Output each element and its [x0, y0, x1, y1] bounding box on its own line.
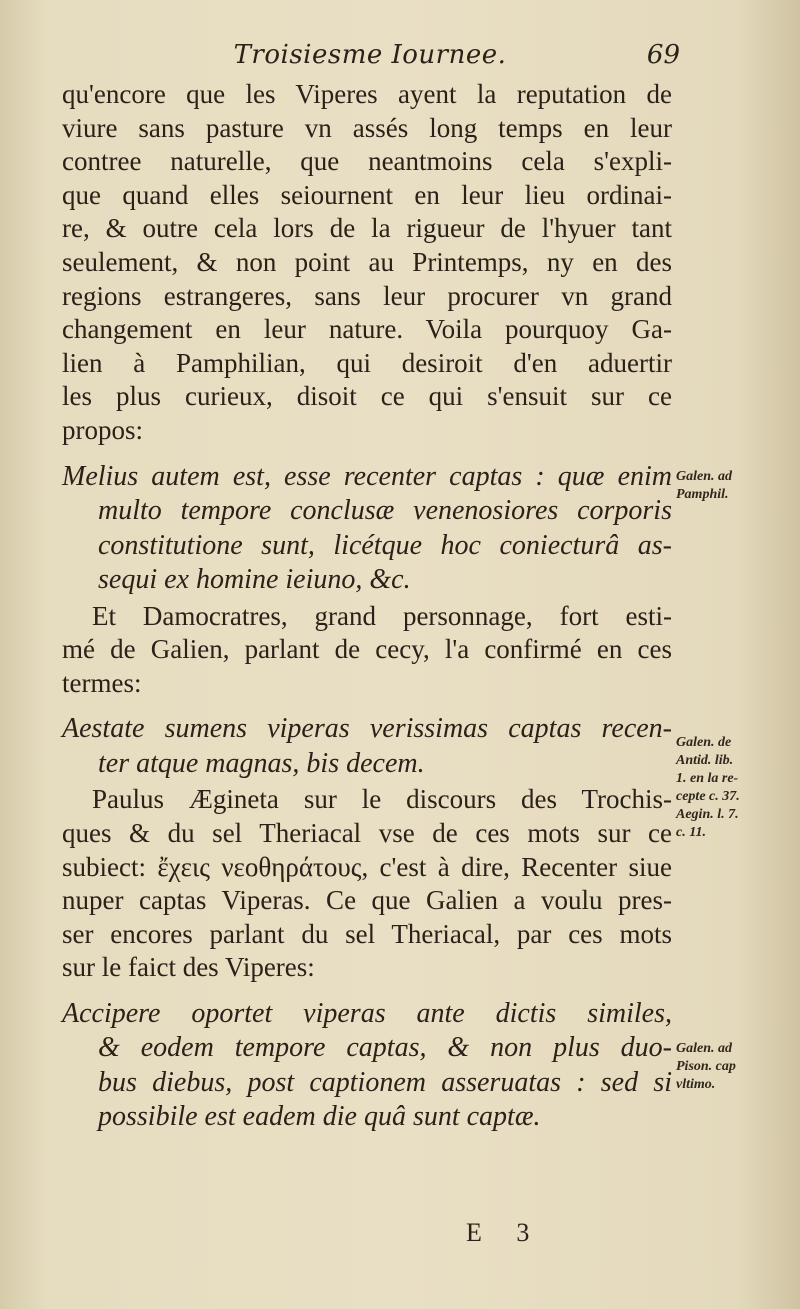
- paragraph-paulus-aegineta: [62, 783, 672, 985]
- page-header: [60, 40, 680, 80]
- latin-quote-galen-pamphil: [62, 460, 672, 598]
- text-line: regions estrangeres, sans leur procurer vn grand: [62, 280, 672, 311]
- quote-line: bus diebus, post captionem asseruatas : sed si: [98, 1066, 672, 1098]
- text-line: les plus curieux, disoit ce qui s'ensuit sur ce: [62, 381, 672, 412]
- quote-line: ter atque magnas, bis decem.: [98, 747, 425, 779]
- text-line: viure sans pasture vn assés long temps en leur: [62, 112, 672, 143]
- margin-note-galen-pison: [676, 1040, 796, 1094]
- quote-line: Aestate sumens viperas verissimas captas recen-: [62, 713, 672, 745]
- quote-line: Melius autem est, esse recenter captas : quæ enim: [62, 460, 672, 492]
- page-number: 69: [646, 40, 680, 70]
- signature-mark: E 3: [466, 1218, 544, 1247]
- text-line: Et Damocratres, grand personnage, fort esti-: [92, 600, 672, 631]
- text-line: qu'encore que les Viperes ayent la reputation de: [62, 79, 672, 109]
- margin-note-line: Pison. cap: [676, 1059, 736, 1074]
- margin-note-galen-pamphil: [676, 468, 796, 504]
- text-line: mé de Galien, parlant de cecy, l'a confirmé en ces: [62, 634, 672, 665]
- latin-quote-galen-pison: [62, 997, 672, 1135]
- margin-note-line: 1. en la re-: [676, 771, 739, 786]
- text-line: propos:: [62, 414, 143, 445]
- text-line: nuper captas Viperas. Ce que Galien a voulu pres-: [62, 885, 672, 916]
- running-title: Troisiesme Iournee.: [233, 40, 507, 70]
- text-line: re, & outre cela lors de la rigueur de l'hyuer tant: [62, 213, 672, 244]
- text-line: sur le faict des Viperes:: [62, 952, 315, 983]
- paragraph-damocrates: [62, 600, 672, 701]
- margin-note-galen-antid: [676, 734, 796, 842]
- text-line: Paulus Ægineta sur le discours des Trochis-: [92, 784, 672, 815]
- text-line: contree naturelle, que neantmoins cela s'expli-: [62, 146, 672, 177]
- quote-line: sequi ex homine ieiuno, &c.: [98, 564, 411, 596]
- quote-line: Accipere oportet viperas ante dictis similes,: [62, 997, 672, 1029]
- main-text: [62, 76, 672, 1135]
- text-line: changement en leur nature. Voila pourquoy Ga-: [62, 314, 672, 345]
- quote-line: multo tempore conclusæ venenosiores corporis: [98, 495, 672, 527]
- margin-note-line: Galen. de: [676, 735, 732, 750]
- margin-note-line: vltimo.: [676, 1077, 716, 1092]
- quote-line: possibile est eadem die quâ sunt captæ.: [98, 1101, 541, 1133]
- margin-note-line: c. 11.: [676, 825, 706, 840]
- text-line: lien à Pamphilian, qui desiroit d'en aduertir: [62, 347, 672, 378]
- text-line: ser encores parlant du sel Theriacal, par ces mots: [62, 918, 672, 949]
- margin-note-line: Aegin. l. 7.: [676, 807, 739, 822]
- quote-line: & eodem tempore captas, & non plus duo-: [98, 1032, 672, 1064]
- text-line: ques & du sel Theriacal vse de ces mots sur ce: [62, 817, 672, 848]
- paragraph-vipers-reputation: [62, 78, 672, 448]
- margin-note-line: cepte c. 37.: [676, 789, 740, 804]
- text-line: que quand elles seiournent en leur lieu ordinai-: [62, 179, 672, 210]
- margin-note-line: Pamphil.: [676, 487, 729, 502]
- margin-note-line: Galen. ad: [676, 469, 732, 484]
- margin-note-line: Antid. lib.: [676, 753, 734, 768]
- latin-quote-damocrates: [62, 712, 672, 781]
- quote-line: constitutione sunt, licétque hoc coniecturâ as-: [98, 529, 672, 561]
- text-line: termes:: [62, 667, 142, 698]
- text-line: seulement, & non point au Printemps, ny en des: [62, 246, 672, 277]
- text-line: subiect: ἔχεις νεοθηράτους, c'est à dire, Recenter siue: [62, 851, 672, 882]
- margin-note-line: Galen. ad: [676, 1041, 732, 1056]
